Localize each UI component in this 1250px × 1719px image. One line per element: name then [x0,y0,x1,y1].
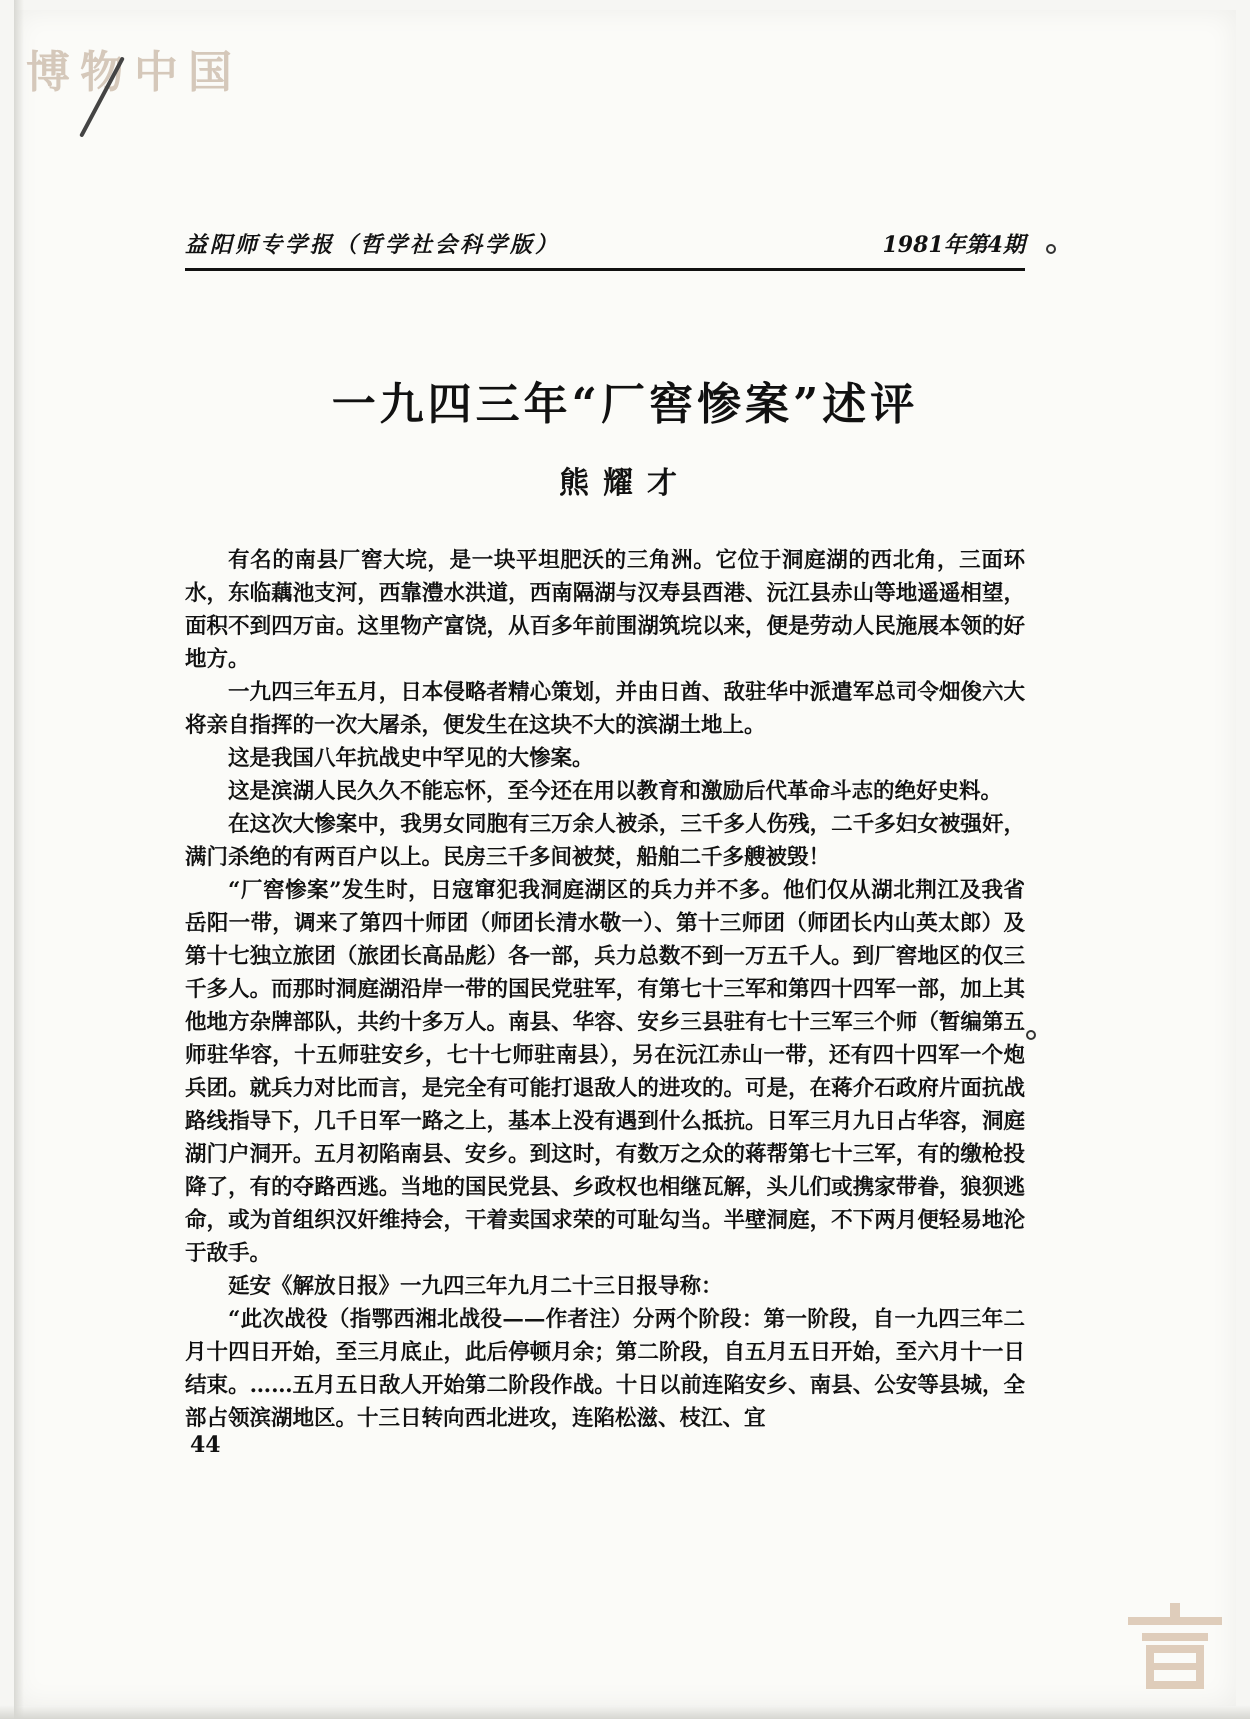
watermark-stamp-icon [1120,1599,1230,1695]
paragraph: 有名的南县厂窖大垸，是一块平坦肥沃的三角洲。它位于洞庭湖的西北角，三面环水，东临藕池支河，西靠澧水洪道，西南隔湖与汉寿县酉港、沅江县赤山等地遥遥相望，面积不到四万亩。这里物产富饶，从百多年前围湖筑垸以来，便是劳动人民施展本领的好地方。 [185,548,1025,672]
article-author: 熊耀才 [559,466,691,501]
paragraph: 这是我国八年抗战史中罕见的大惨案。 [228,746,594,771]
paragraph: 在这次大惨案中，我男女同胞有三万余人被杀，三千多人伤残，二千多妇女被强奸，满门杀绝的有两百户以上。民房三千多间被焚，船舶二千多艘被毁！ [185,812,1025,870]
scan-speck [1026,1030,1036,1040]
paragraph: 一九四三年五月，日本侵略者精心策划，并由日酋、敌驻华中派遣军总司令畑俊六大将亲自指挥的一次大屠杀，便发生在这块不大的滨湖土地上。 [185,680,1025,738]
article-title: 一九四三年“厂窖惨案”述评 [331,379,919,430]
scan-edge-left [14,0,24,1719]
running-header [185,228,1025,271]
paragraph: 延安《解放日报》一九四三年九月二十三日报导称： [228,1274,723,1299]
scan-edge-bottom [0,1705,1250,1719]
paragraph: “此次战役（指鄂西湘北战役——作者注）分两个阶段：第一阶段，自一九四三年二月十四日开始，至三月底止，此后停顿月余；第二阶段，自五月五日开始，至六月十一日结束。……五月五日敌人开始第二阶段作战。十日以前连陷安乡、南县、公安等县城，全部占领滨湖地区。十三日转向西北进攻，连陷松滋、枝江、宜 [185,1307,1025,1431]
scan-speck [1046,244,1056,254]
paragraph: 这是滨湖人民久久不能忘怀，至今还在用以教育和激励后代革命斗志的绝好史料。 [228,779,1003,804]
page-number: 44 [190,1432,221,1458]
watermark-logo: 博物中国 [26,47,242,98]
issue-label: 1981年第4期 [882,232,1025,258]
journal-name: 益阳师专学报（哲学社会科学版） [185,232,561,258]
article-body [185,544,1025,1435]
paragraph: “厂窖惨案”发生时，日寇窜犯我洞庭湖区的兵力并不多。他们仅从湖北荆江及我省岳阳一带，调来了第四十师团（师团长清水敬一）、第十三师团（师团长内山英太郎）及第十七独立旅团（旅团长高品彪）各一部，兵力总数不到一万五千人。到厂窖地区的仅三千多人。而那时洞庭湖沿岸一带的国民党驻军，有第七十三军和第四十四军一部，加上其他地方杂牌部队，共约十多万人。南县、华容、安乡三县驻有七十三军三个师（暂编第五师驻华容，十五师驻安乡，七十七师驻南县），另在沅江赤山一带，还有四十四军一个炮兵团。就兵力对比而言，是完全有可能打退敌人的进攻的。可是，在蒋介石政府片面抗战路线指导下，几千日军一路之上，基本上没有遇到什么抵抗。日军三月九日占华容，洞庭湖门户洞开。五月初陷南县、安乡。到这时，有数万之众的蒋帮第七十三军，有的缴枪投降了，有的夺路西逃。当地的国民党县、乡政权也相继瓦解，头儿们或携家带眷，狼狈逃命，或为首组织汉奸维持会，干着卖国求荣的可耻勾当。半壁洞庭，不下两月便轻易地沦于敌手。 [185,878,1025,1266]
